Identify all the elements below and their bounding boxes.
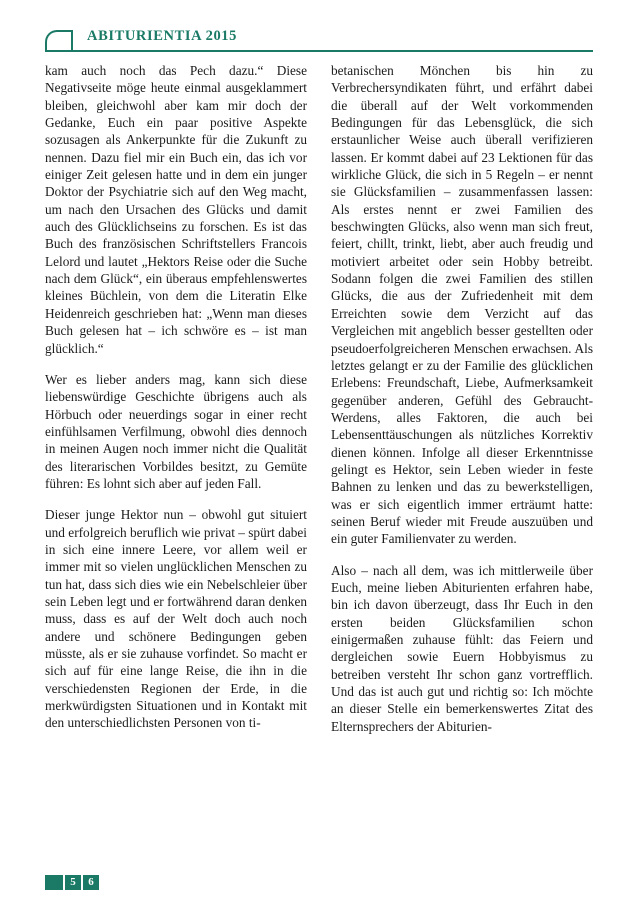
paragraph: Wer es lieber anders mag, kann sich diese liebenswürdige Geschichte übrigens auch als Hörbuch oder neuerdings sogar in einer recht einfühlsamen Verfilmung, obwohl dies dennoch in meinen Augen noch immer nicht die Qualität des literarischen Vorbildes besitzt, zu Gemüte führen: Es lohnt sich aber auf jeden Fall. <box>45 371 307 491</box>
folio-page-right: 6 <box>83 875 99 890</box>
folio-page-left: 5 <box>65 875 81 890</box>
page-footer <box>45 874 99 890</box>
rounded-corner-bracket-icon <box>45 30 73 50</box>
page-title: ABITURIENTIA 2015 <box>87 28 237 44</box>
page-header <box>45 28 593 56</box>
paragraph: betanischen Mönchen bis hin zu Verbrechersyndikaten führt, und erfährt dabei die überall auf der Welt vorkommenden Bedingungen für das Lebensglück, die sich erstaunlicher Weise auch überall verifizieren lassen. Er kommt dabei auf 23 Lektionen für das wirkliche Glück, die sich in 5 Regeln – er nennt sie Glücksfamilien – zusammenfassen lassen: Als erstes nennt er zwei Familien des beschwingten Glücks, also wenn man sich freut, feiert, chillt, trinkt, liebt, aber auch freudig und motiviert arbeitet oder sein Hobby betreibt. Sodann folgen die zwei Familien des stillen Glücks, die aus der Zufriedenheit mit dem Erreichten sowie dem Verzicht auf das Vergleichen mit angeblich besser gestellten oder pseudoerfolgreicheren Menschen erwachsen. Als letztes gelangt er zu der Familie des glücklichen Erlebens: Freundschaft, Liebe, Aufmerksamkeit gegenüber anderen, Gefühl des Gebraucht-Werdens, alles Faktoren, die auch bei Lebensenttäuschungen als nützliches Korrektiv dienen können. Infolge all dieser Erkenntnisse gelingt es Hektor, sein Leben wieder in feste Bahnen zu lenken und das zu bewerkstelligen, was er sich eigentlich immer erträumt hatte: seinen Beruf wieder mit Freude auszuüben und ein guter Familienvater zu werden. <box>331 63 593 547</box>
header-divider <box>45 50 593 52</box>
paragraph: Dieser junge Hektor nun – obwohl gut situiert und erfolgreich beruflich wie privat – spürt dabei in sich eine innere Leere, vor allem weil er immer mit so vielen unglücklichen Menschen zu tun hat, dass sich dies wie ein Nebelschleier über sein Leben legt und er fortwährend daran denken muss, dass es auf der Welt doch auch noch andere und schönere Bedingungen geben müsste, als er sie zuhause vorfindet. So macht er sich auf für eine lange Reise, die ihn in die verschiedensten Regionen der Erde, in die merkwürdigsten Situationen und in Kontakt mit den unterschiedlichsten Personen von ti- <box>45 507 307 731</box>
paragraph: kam auch noch das Pech dazu.“ Diese Negativseite möge heute einmal ausgeklammert bleiben, gleichwohl aber kam mir doch der Gedanke, Euch ein paar positive Aspekte sozusagen als Ankerpunkte für die Zukunft zu nennen. Dazu fiel mir ein Buch ein, das ich vor einiger Zeit gelesen hatte und in dem ein junger Doktor der Psychiatrie sich auf den Weg macht, um nach den Ursachen des Glücks und damit auch des Glücklichseins zu forschen. Es ist das Buch des französischen Schriftstellers Francois Lelord und lautet „Hektors Reise oder die Suche nach dem Glück“, ein überaus empfehlenswertes kleines Büchlein, von dem die Literatin Elke Heidenreich geschrieben hat: „Wenn man dieses Buch gelesen hat – ich schwöre es – ist man glücklich.“ <box>45 63 307 356</box>
paragraph: Also – nach all dem, was ich mittlerweile über Euch, meine lieben Abiturienten erfahren habe, bin ich davon überzeugt, dass Ihr Euch in den ersten beiden Glücksfamilien schon einigermaßen zuhause fühlt: das Feiern und dergleichen sowie Euern Hobbyismus zu betreiben versteht Ihr schon ganz vortrefflich. Und das ist auch gut und richtig so: Ich möchte an dieser Stelle ein bemerkenswertes Zitat des Elternsprechers der Abiturien- <box>331 562 593 734</box>
folio-marker <box>45 875 63 890</box>
right-column <box>331 62 593 862</box>
body-columns <box>45 62 593 862</box>
left-column <box>45 62 307 862</box>
